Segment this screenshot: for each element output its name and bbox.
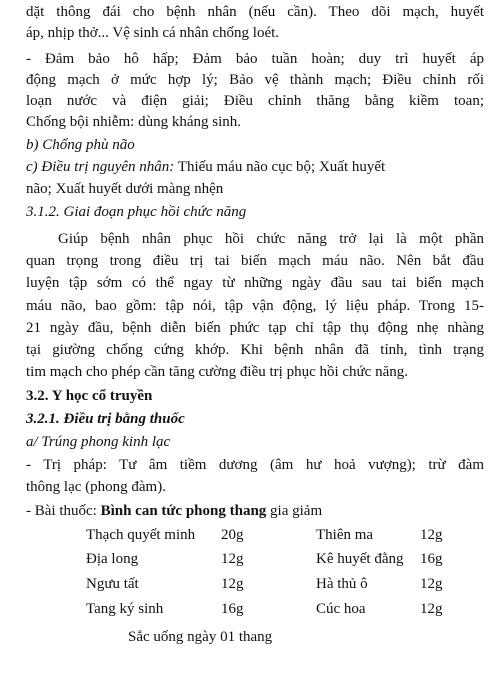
herb-dose: 20g (221, 527, 244, 543)
section-heading-312: 3.1.2. Giai đoạn phục hồi chức năng (26, 204, 247, 220)
paragraph-line: luyện tập sớm có thể ngay từ những ngày đầu sau tai biến mạch (26, 275, 484, 291)
herb-name: Thạch quyết minh (86, 527, 196, 543)
formula-name: Bình can tức phong thang (100, 503, 267, 519)
herb-name: Tang ký sinh (86, 601, 164, 617)
text-line: não; Xuất huyết dưới màng nhện (26, 181, 224, 197)
formula-line (26, 501, 484, 522)
formula-label: - Bài thuốc: (26, 503, 101, 519)
herb-dose: 12g (221, 576, 244, 592)
herb-name: Kê huyết đằng (316, 551, 404, 567)
text-line: loạn nước và điện giải; Điều chỉnh thăng bằng kiềm toan; (26, 93, 484, 109)
herb-dose: 12g (420, 576, 443, 592)
herb-dose: 12g (221, 551, 244, 567)
section-heading-321: 3.2.1. Điều trị bằng thuốc (26, 411, 185, 427)
prescription-row (0, 525, 500, 546)
text-line: - Trị pháp: Tư âm tiềm dương (âm hư hoả vượng); trừ đàm (26, 457, 484, 473)
herb-name: Hà thủ ô (316, 576, 368, 592)
closing-line (0, 627, 500, 648)
subheading-a: a/ Trúng phong kinh lạc (26, 434, 171, 450)
prescription-row (0, 599, 500, 620)
section-heading-32: 3.2. Y học cổ truyền (26, 388, 153, 404)
paragraph-line: máu não, bao gồm: tập nói, tập vận động, lý liệu pháp. Trong 15- (26, 298, 484, 314)
text-line: dặt thông đái cho bệnh nhân (nếu cần). Theo dõi mạch, huyết (26, 4, 484, 20)
herb-name: Địa long (86, 551, 139, 567)
prescription-row (0, 549, 500, 570)
prescription-row (0, 574, 500, 595)
text-line: động mạch ở mức hợp lý; Bảo vệ thành mạch; Điều chỉnh rối (26, 72, 484, 88)
paragraph-line: Giúp bệnh nhân phục hồi chức năng trở lại là một phần (58, 231, 484, 247)
text-line (26, 157, 484, 178)
text-line: thông lạc (phong đàm). (26, 479, 166, 495)
text-line: áp, nhịp thở... Vệ sinh cá nhân chống loét. (26, 25, 280, 41)
text-line: - Đảm bảo hô hấp; Đảm bảo tuần hoàn; duy trì huyết áp (26, 51, 484, 67)
herb-dose: 16g (221, 601, 244, 617)
herb-name: Thiên ma (316, 527, 374, 543)
paragraph-line: tim mạch cho phép cần tăng cường điều trị phục hồi chức năng. (26, 364, 408, 380)
paragraph-line: 21 ngày đầu, bệnh diễn biến phức tạp chỉ tập thụ động nhẹ nhàng (26, 320, 484, 336)
text-line: Chống bội nhiễm: dùng kháng sinh. (26, 114, 241, 130)
paragraph-line: quan trọng trong điều trị tai biến mạch máu não. Nên bắt đầu (26, 253, 484, 269)
formula-suffix: gia giảm (266, 503, 323, 519)
herb-dose: 12g (420, 601, 443, 617)
dosage-instruction: Sắc uống ngày 01 thang (128, 629, 273, 645)
subheading-b: b) Chống phù não (26, 137, 135, 153)
text-span: Thiếu máu não cục bộ; Xuất huyết (174, 159, 386, 175)
herb-name: Cúc hoa (316, 601, 366, 617)
herb-name: Ngưu tất (86, 576, 139, 592)
herb-dose: 16g (420, 551, 443, 567)
subheading-c: c) Điều trị nguyên nhân: (26, 159, 175, 175)
paragraph-line: tại giường chống cứng khớp. Khi bệnh nhân đã tỉnh, tình trạng (26, 342, 484, 358)
herb-dose: 12g (420, 527, 443, 543)
